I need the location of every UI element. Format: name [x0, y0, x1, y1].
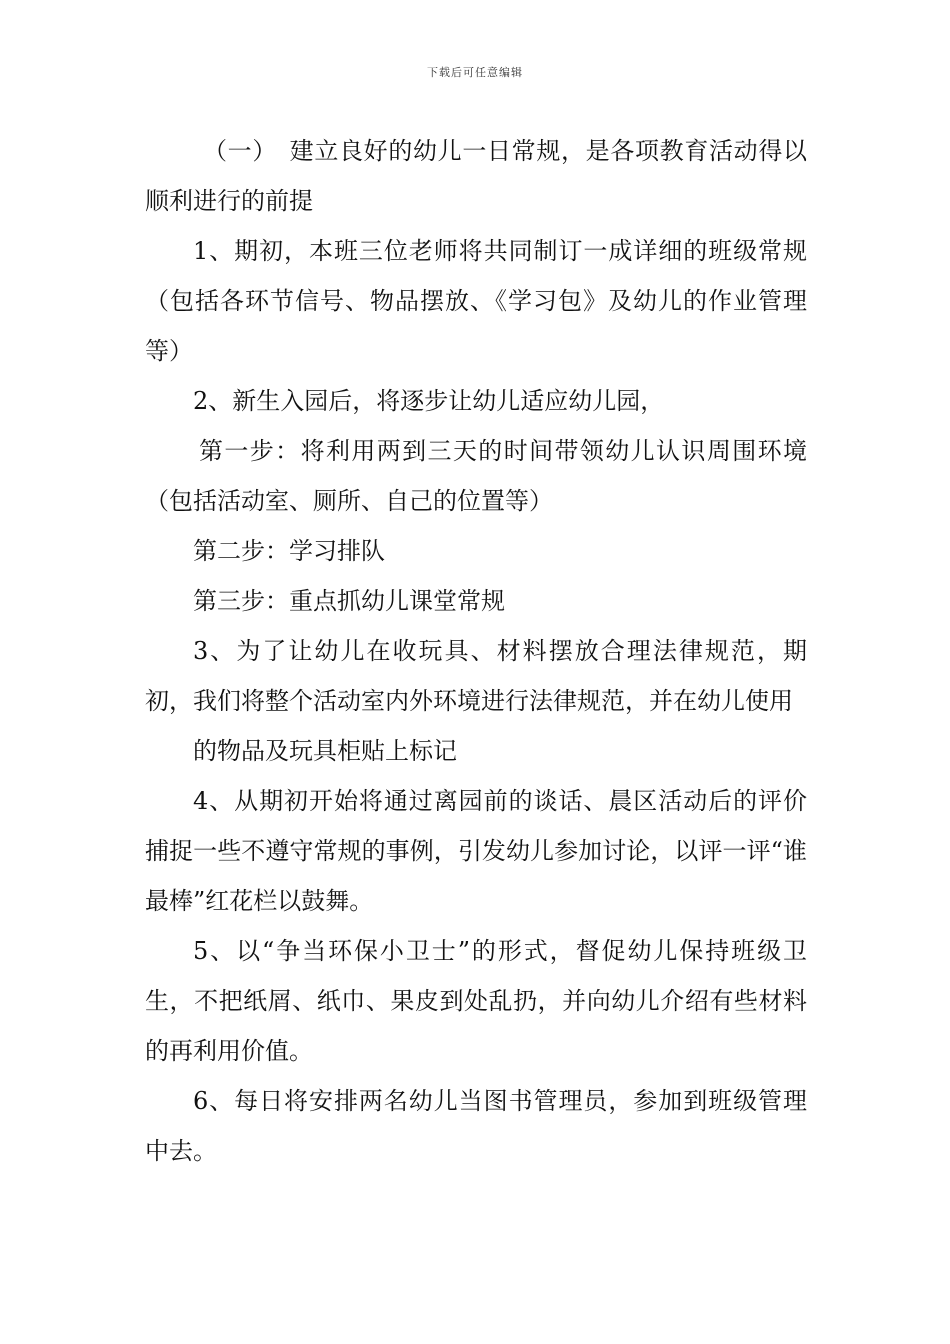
paragraph-item-3-continued: 的物品及玩具柜贴上标记: [193, 737, 457, 765]
document-body: [145, 126, 807, 1176]
section-heading-paragraph: （一） 建立良好的幼儿一日常规，是各项教育活动得以顺利进行的前提: [145, 137, 807, 215]
paragraph-item-6: 6、每日将安排两名幼儿当图书管理员，参加到班级管理中去。: [145, 1087, 807, 1165]
paragraph-step-1: 第一步：将利用两到三天的时间带领幼儿认识周围环境（包括活动室、厕所、自己的位置等）: [145, 437, 807, 515]
paragraph-item-2: 2、新生入园后，将逐步让幼儿适应幼儿园，: [193, 387, 665, 415]
page-header-note: 下载后可任意编辑: [427, 66, 523, 79]
paragraph-item-1: 1、期初，本班三位老师将共同制订一成详细的班级常规（包括各环节信号、物品摆放、《学习包》及幼儿的作业管理等）: [145, 237, 807, 365]
paragraph-step-2: 第二步：学习排队: [193, 537, 385, 565]
paragraph-step-3: 第三步：重点抓幼儿课堂常规: [193, 587, 505, 615]
paragraph-item-5: 5、以“争当环保小卫士”的形式，督促幼儿保持班级卫生，不把纸屑、纸巾、果皮到处乱扔，并向幼儿介绍有些材料的再利用价值。: [145, 937, 807, 1065]
paragraph-item-4: 4、从期初开始将通过离园前的谈话、晨区活动后的评价捕捉一些不遵守常规的事例，引发幼儿参加讨论，以评一评“谁最棒”红花栏以鼓舞。: [145, 787, 807, 915]
paragraph-item-3: 3、为了让幼儿在收玩具、材料摆放合理法律规范，期初，我们将整个活动室内外环境进行法律规范，并在幼儿使用: [145, 637, 807, 715]
